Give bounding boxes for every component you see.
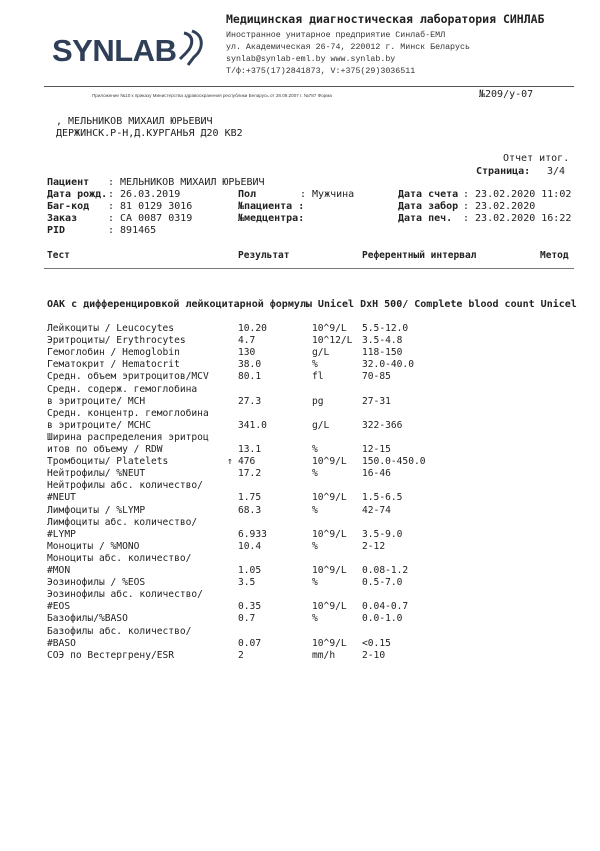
pid-label: PID: [47, 225, 66, 236]
row-test-name: #LYMP: [47, 529, 76, 540]
row-reference: 118-150: [362, 347, 403, 358]
row-unit: %: [312, 613, 318, 624]
sex-value: : Мужчина: [300, 189, 355, 200]
row-flag-high-icon: ↑: [227, 456, 233, 467]
row-reference: 0.04-0.7: [362, 601, 409, 612]
row-test-name: Лейкоциты / Leucocytes: [47, 323, 175, 334]
lab-contacts: synlab@synlab-eml.by www.synlab.by: [226, 55, 396, 64]
row-test-name: #MON: [47, 565, 71, 576]
row-result: 80.1: [238, 371, 262, 382]
row-unit: %: [312, 505, 318, 516]
row-test-name: СОЭ по Вестергрену/ESR: [47, 650, 175, 661]
row-test-name: Гемоглобин / Hemoglobin: [47, 347, 180, 358]
row-unit: g/L: [312, 420, 330, 431]
row-test-name: Тромбоциты/ Platelets: [47, 456, 169, 467]
row-result: 341.0: [238, 420, 267, 431]
row-test-name: Гематокрит / Hematocrit: [47, 359, 180, 370]
row-result: 476: [238, 456, 256, 467]
row-test-name: Нейтрофилы абс. количество/: [47, 480, 203, 491]
page-label: Страница:: [476, 166, 531, 177]
bill-date-value: : 23.02.2020 11:02: [463, 189, 572, 200]
row-unit: 10^9/L: [312, 565, 347, 576]
row-reference: 27-31: [362, 396, 391, 407]
row-test-name: Средн. концентр. гемоглобина: [47, 408, 209, 419]
row-result: 68.3: [238, 505, 262, 516]
row-result: 6.933: [238, 529, 267, 540]
patient-value: : МЕЛЬНИКОВ МИХАИЛ ЮРЬЕВИЧ: [108, 177, 265, 188]
lab-company: Иностранное унитарное предприятие Синлаб-ЕМЛ: [226, 31, 446, 40]
synlab-logo-text: SYNLAB: [52, 33, 177, 68]
sample-date-label: Дата забор: [398, 201, 459, 212]
bill-date-label: Дата счета: [398, 189, 459, 200]
row-reference: 150.0-450.0: [362, 456, 426, 467]
row-test-name: Средн. объем эритроцитов/MCV: [47, 371, 209, 382]
row-unit: %: [312, 468, 318, 479]
barcode-label: Баг-код: [47, 201, 90, 212]
row-reference: 42-74: [362, 505, 391, 516]
row-test-name: Базофилы абс. количество/: [47, 626, 192, 637]
sample-date-value: : 23.02.2020: [463, 201, 536, 212]
header-method: Метод: [540, 250, 569, 261]
row-test-name: итов по объему / RDW: [47, 444, 163, 455]
row-result: 4.7: [238, 335, 256, 346]
row-unit: 10^9/L: [312, 601, 347, 612]
row-test-name: Нейтрофилы/ %NEUT: [47, 468, 146, 479]
report-status: Отчет итог.: [503, 153, 570, 164]
row-reference: 0.5-7.0: [362, 577, 403, 588]
row-test-name: Эритроциты/ Erythrocytes: [47, 335, 186, 346]
row-unit: pg: [312, 396, 324, 407]
order-label: Заказ: [47, 213, 78, 224]
row-result: 0.07: [238, 638, 262, 649]
row-reference: 32.0-40.0: [362, 359, 414, 370]
row-unit: %: [312, 359, 318, 370]
row-test-name: Лимфоциты / %LYMP: [47, 505, 146, 516]
synlab-logo: [52, 27, 212, 71]
row-reference: 1.5-6.5: [362, 492, 403, 503]
lab-address: ул. Академическая 26-74, 220012 г. Минск Беларусь: [226, 43, 470, 52]
address-street: ДЕРЖИНСК.Р-Н,Д.КУРГАНЬЯ Д20 КВ2: [56, 128, 243, 139]
row-result: 0.35: [238, 601, 262, 612]
sex-label: Пол: [238, 189, 257, 200]
header-test: Тест: [47, 250, 70, 261]
print-date-value: : 23.02.2020 16:22: [463, 213, 572, 224]
row-unit: mm/h: [312, 650, 336, 661]
row-unit: fl: [312, 371, 324, 382]
row-reference: 2-12: [362, 541, 386, 552]
row-test-name: #BASO: [47, 638, 76, 649]
pid-value: : 891465: [108, 225, 157, 236]
row-result: 27.3: [238, 396, 262, 407]
header-reference: Референтный интервал: [362, 250, 477, 261]
row-test-name: Ширина распределения эритроц: [47, 432, 209, 443]
row-reference: 0.0-1.0: [362, 613, 403, 624]
row-test-name: Эозинофилы / %EOS: [47, 577, 146, 588]
lab-phones: Т/ф:+375(17)2841873, V:+375(29)3036511: [226, 67, 416, 76]
row-result: 3.5: [238, 577, 256, 588]
dob-value: : 26.03.2019: [108, 189, 181, 200]
row-unit: g/L: [312, 347, 330, 358]
section-title: ОАК с дифференцировкой лейкоцитарной формулы Unicel DxH 500/ Complete blood count Unicel: [47, 299, 577, 310]
row-reference: 2-10: [362, 650, 386, 661]
row-reference: 322-366: [362, 420, 403, 431]
barcode-value: : 81 0129 3016: [108, 201, 193, 212]
row-unit: %: [312, 541, 318, 552]
table-header-divider: [44, 268, 574, 269]
row-result: 38.0: [238, 359, 262, 370]
order-reference: Приложение №10 к приказу Министерства здравоохранения республики Беларусь от 28.09.2007 г. №787 Форма: [92, 93, 332, 98]
row-reference: 3.5-9.0: [362, 529, 403, 540]
row-reference: <0.15: [362, 638, 391, 649]
dob-label: Дата рожд.: [47, 189, 108, 200]
row-unit: 10^9/L: [312, 529, 347, 540]
row-reference: 3.5-4.8: [362, 335, 403, 346]
patient-id-label: №пациента :: [238, 201, 305, 212]
row-reference: 12-15: [362, 444, 391, 455]
row-test-name: #EOS: [47, 601, 71, 612]
row-result: 1.05: [238, 565, 262, 576]
row-test-name: #NEUT: [47, 492, 76, 503]
row-reference: 16-46: [362, 468, 391, 479]
row-unit: 10^9/L: [312, 492, 347, 503]
patient-label: Пациент: [47, 177, 90, 188]
page-number: 3/4: [547, 166, 566, 177]
medcenter-id-label: №медцентра:: [238, 213, 305, 224]
row-reference: 0.08-1.2: [362, 565, 409, 576]
row-test-name: Лимфоциты абс. количество/: [47, 517, 198, 528]
lab-name: Медицинская диагностическая лаборатория СИНЛАБ: [226, 12, 545, 26]
row-test-name: в эритроците/ MCHC: [47, 420, 151, 431]
row-result: 0.7: [238, 613, 256, 624]
row-unit: 10^9/L: [312, 638, 347, 649]
row-unit: 10^9/L: [312, 323, 347, 334]
row-unit: 10^9/L: [312, 456, 347, 467]
row-result: 130: [238, 347, 256, 358]
header-divider: [44, 86, 574, 87]
row-test-name: Средн. содерж. гемоглобина: [47, 384, 198, 395]
address-name: , МЕЛЬНИКОВ МИХАИЛ ЮРЬЕВИЧ: [56, 116, 213, 127]
row-test-name: Эозинофилы абс. количество/: [47, 589, 203, 600]
row-unit: %: [312, 577, 318, 588]
row-result: 2: [238, 650, 244, 661]
row-test-name: Моноциты абс. количество/: [47, 553, 192, 564]
header-result: Результат: [238, 250, 290, 261]
row-result: 10.4: [238, 541, 262, 552]
row-reference: 70-85: [362, 371, 391, 382]
row-result: 10.20: [238, 323, 267, 334]
print-date-label: Дата печ.: [398, 213, 453, 224]
row-test-name: Моноциты / %MONO: [47, 541, 140, 552]
row-reference: 5.5-12.0: [362, 323, 409, 334]
row-result: 1.75: [238, 492, 262, 503]
row-test-name: Базофилы/%BASO: [47, 613, 128, 624]
form-number: №209/у-07: [479, 89, 534, 100]
row-result: 13.1: [238, 444, 262, 455]
row-test-name: в эритроците/ MCH: [47, 396, 146, 407]
row-result: 17.2: [238, 468, 262, 479]
row-unit: 10^12/L: [312, 335, 353, 346]
order-value: : СА 0087 0319: [108, 213, 193, 224]
row-unit: %: [312, 444, 318, 455]
